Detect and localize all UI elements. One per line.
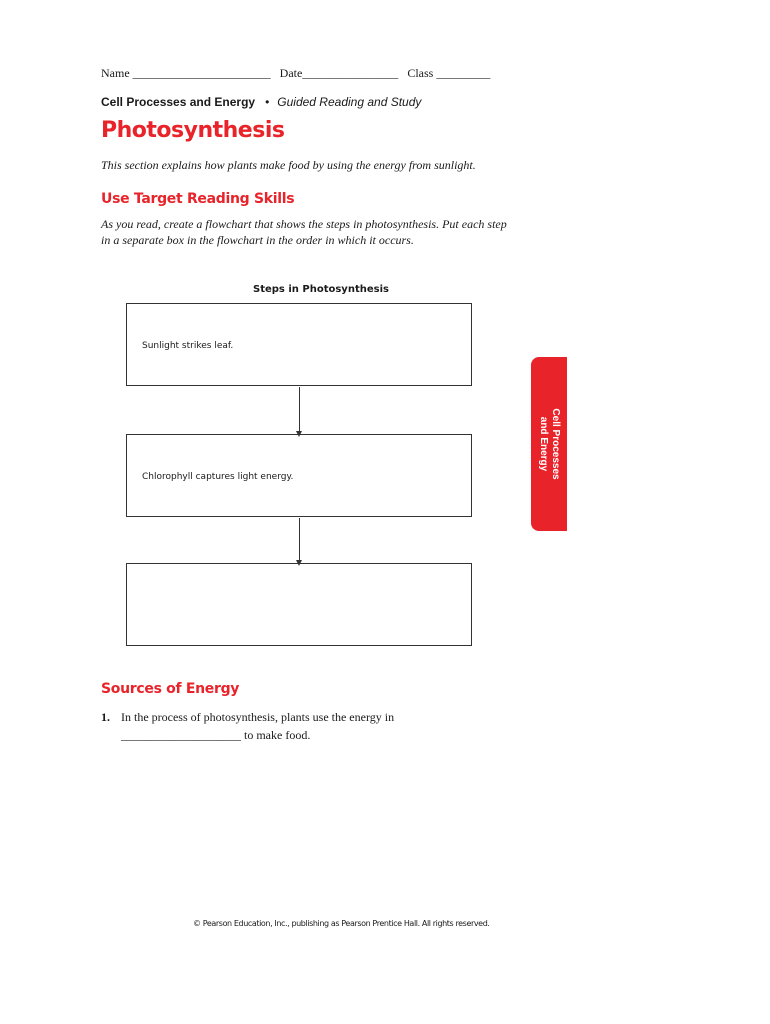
instructions-line: As you read, create a flowchart that shows the steps in photosynthesis. Put each step: [101, 217, 507, 231]
flowchart-box-1[interactable]: [126, 303, 472, 386]
question-text: In the process of photosynthesis, plants use the energy in: [121, 710, 395, 724]
flowchart-box-2[interactable]: [126, 434, 472, 517]
question-number: 1.: [101, 710, 110, 724]
book-name: Cell Processes and Energy: [101, 95, 256, 109]
sources-heading: Sources of Energy: [101, 681, 240, 697]
flowchart-arrow: [299, 387, 300, 433]
bullet-separator: •: [265, 95, 270, 109]
side-tab-label: [537, 408, 561, 479]
answer-blank[interactable]: ____________________ to make food.: [121, 728, 311, 742]
side-tab-line: and Energy: [538, 416, 549, 472]
flowchart-step-text: Sunlight strikes leaf.: [142, 341, 234, 351]
question-1: [101, 708, 394, 744]
class-field[interactable]: Class _________: [407, 66, 491, 80]
book-subtitle: [101, 95, 421, 109]
question-line: [101, 708, 394, 726]
reading-skills-heading: Use Target Reading Skills: [101, 191, 295, 207]
flowchart-box-3[interactable]: [126, 563, 472, 646]
intro-text: This section explains how plants make food by using the energy from sunlight.: [101, 158, 476, 172]
date-field[interactable]: Date________________: [279, 66, 399, 80]
instructions-line: in a separate box in the flowchart in the order in which it occurs.: [101, 233, 414, 247]
guide-label: Guided Reading and Study: [277, 95, 422, 109]
page-title: Photosynthesis: [101, 118, 285, 143]
name-field[interactable]: Name _______________________: [101, 66, 271, 80]
header-fields: [101, 66, 496, 81]
chapter-side-tab: [531, 357, 567, 531]
flowchart-step-text: Chlorophyll captures light energy.: [142, 472, 294, 482]
instructions-text: [101, 216, 507, 248]
side-tab-line: Cell Processes: [550, 408, 561, 480]
flowchart-arrow: [299, 518, 300, 562]
flowchart-title: Steps in Photosynthesis: [253, 284, 389, 295]
copyright-footer: © Pearson Education, Inc., publishing as Pearson Prentice Hall. All rights reserved.: [193, 919, 490, 928]
